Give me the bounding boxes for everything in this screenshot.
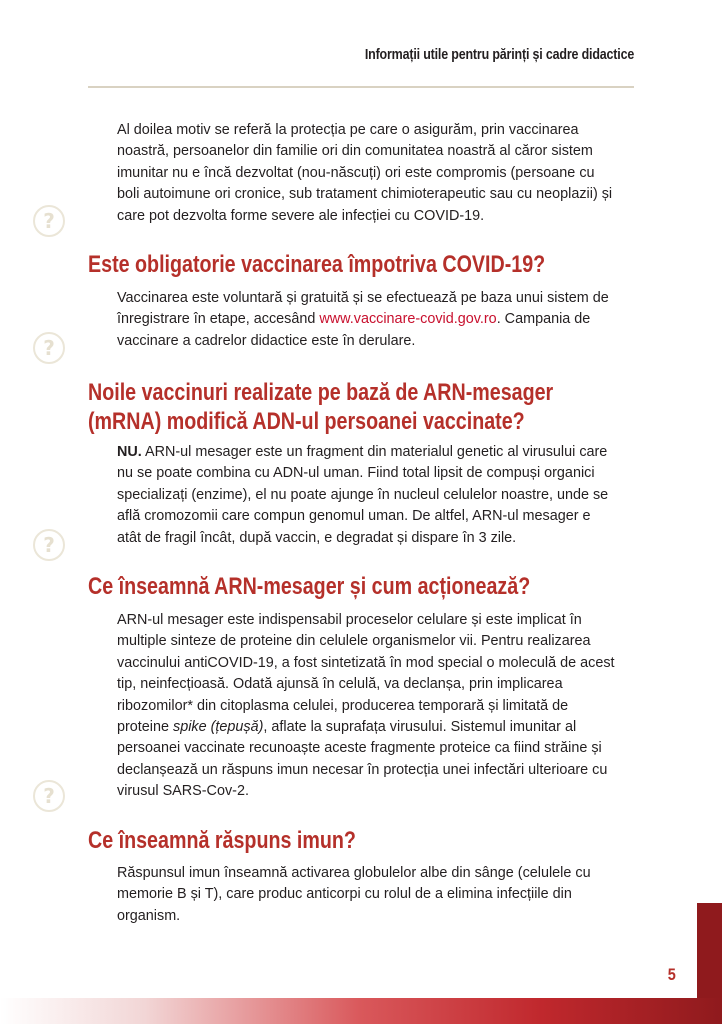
header-title: Informații utile pentru părinți și cadre didactice	[364, 47, 634, 63]
answer-no: NU.	[117, 444, 142, 460]
question-mark-icon: ?	[33, 529, 65, 561]
header-divider	[88, 86, 634, 88]
heading-mrna-modifies-dna: Noile vaccinuri realizate pe bază de ARN-mesager (mRNA) modifică ADN-ul persoanei vaccinate?	[88, 379, 554, 435]
question-mark-icon: ?	[33, 332, 65, 364]
heading-what-is-mrna: Ce înseamnă ARN-mesager și cum acționează?	[88, 573, 531, 600]
paragraph-what-is-mrna: ARN-ul mesager este indispensabil proceselor celulare și este implicat în multiple sinteze de proteine din celulele organismelor vii. Pentru realizarea vaccinului antiCOVID-19, a fost sintetizată în mod special o moleculă de acest tip, neinfecțioasă. Odată ajunsă în celulă, va declanșa, prin implicarea ribozomilor* din citoplasma celulei, producerea temporară și limitată de proteine spike (țepușă), aflate la suprafața virusului. Sistemul imunitar al persoanei vaccinate recunoaște aceste fragmente proteice ca fiind străine și declanșează un răspuns imun necesar în protecția unei infectări ulterioare cu virusul SARS-Cov-2.	[117, 612, 615, 800]
intro-paragraph: Al doilea motiv se referă la protecția pe care o asigurăm, prin vaccinarea noastră, persoanelor din familie ori din comunitatea noastră al căror sistem imunitar nu e încă dezvoltat (nou-născuți) ori este compromis (persoane cu boli autoimune ori cronice, sub tratament chimioterapeutic sau cu neoplazii) și care pot dezvolta forme severe ale infecției cu COVID-19.	[117, 122, 613, 224]
heading-vaccination-mandatory: Este obligatorie vaccinarea împotriva COVID-19?	[88, 251, 546, 278]
question-mark-icon: ?	[33, 780, 65, 812]
question-mark-icon: ?	[33, 205, 65, 237]
paragraph-immune-response: Răspunsul imun înseamnă activarea globulelor albe din sânge (celulele cu memorie B și T), care produc anticorpi cu rolul de a elimina infecțiile din organism.	[117, 865, 591, 924]
paragraph-vaccination-mandatory: Vaccinarea este voluntară și gratuită și se efectuează pe baza unui sistem de înregistrare în etape, accesând www.vaccinare-covid.gov.ro. Campania de vaccinare a cadrelor didactice este în derulare.	[117, 290, 609, 349]
heading-immune-response: Ce înseamnă răspuns imun?	[88, 827, 356, 854]
bottom-gradient-bar	[0, 998, 722, 1024]
paragraph-mrna-modifies-dna: NU. ARN-ul mesager este un fragment din materialul genetic al virusului care nu se poate combina cu ADN-ul uman. Fiind total lipsit de compuși organici specializați (enzime), el nu poate ajunge în nucleul celulelor noastre, unde se află cromozomii care compun genomul uman. De altfel, ARN-ul mesager e atât de fragil încât, după vaccin, e degradat și dispare în 3 zile.	[117, 444, 609, 546]
page-number: 5	[667, 965, 676, 984]
vaccinare-covid-link[interactable]: www.vaccinare-covid.gov.ro	[319, 311, 497, 328]
